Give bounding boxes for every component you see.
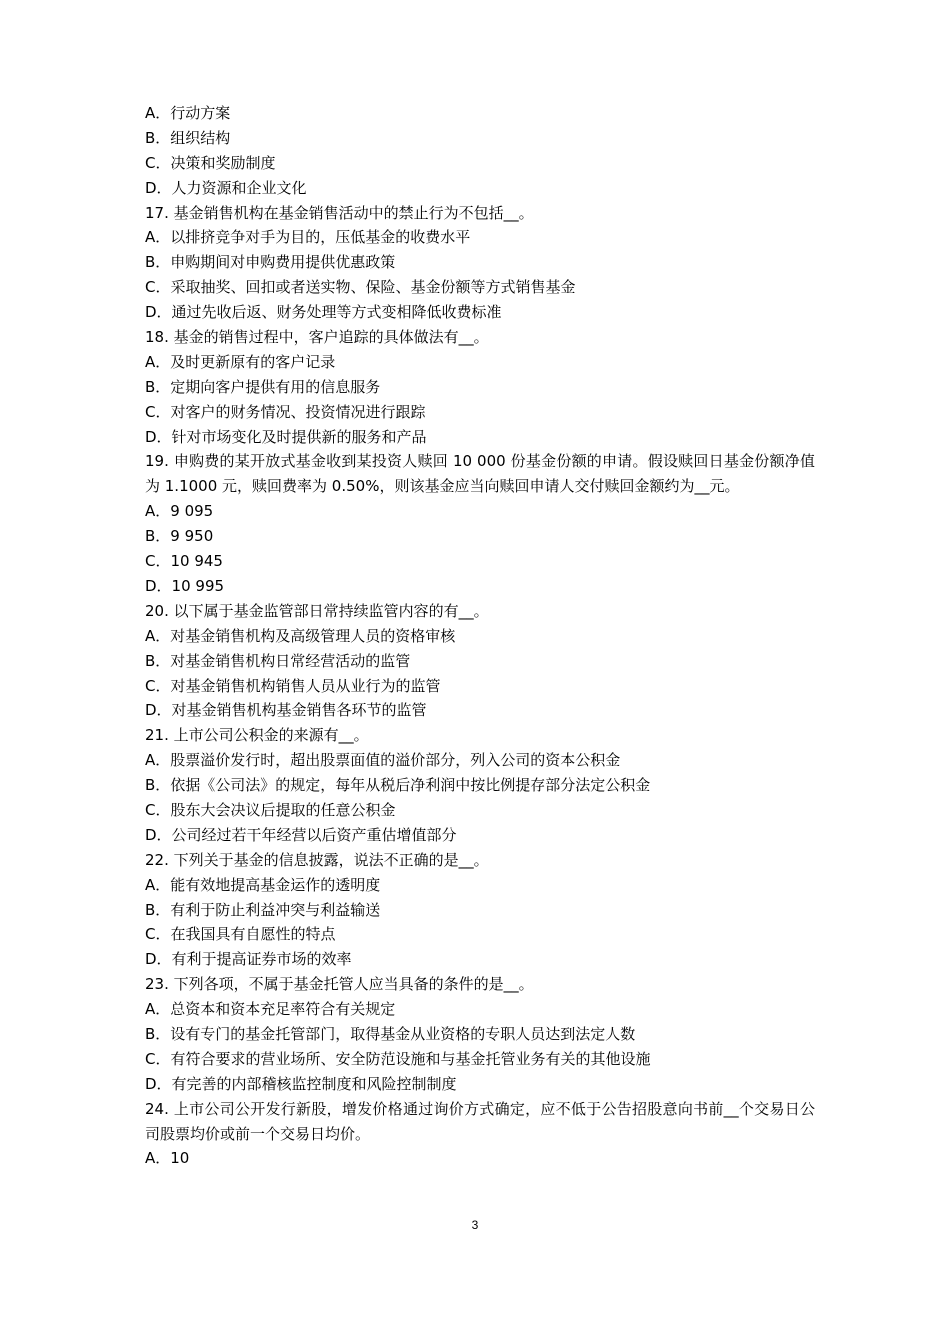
option-line: D．人力资源和企业文化 [145, 178, 307, 197]
question-20: 20. 以下属于基金监管部日常持续监管内容的有__。 [145, 601, 489, 620]
option-line: B．对基金销售机构日常经营活动的监管 [145, 651, 411, 670]
option-line: C．股东大会决议后提取的任意公积金 [145, 800, 396, 819]
option-line: C．10 945 [145, 552, 223, 571]
option-line: A．10 [145, 1149, 190, 1168]
option-line: D．10 995 [145, 576, 225, 595]
question-24: 24. 上市公司公开发行新股，增发价格通过询价方式确定，应不低于公告招股意向书前__个交易日公司股票均价或前一个交易日均价。 [145, 1099, 815, 1143]
option-line: B．定期向客户提供有用的信息服务 [145, 377, 381, 396]
question-17: 17. 基金销售机构在基金销售活动中的禁止行为不包括__。 [145, 203, 534, 222]
option-line: D．公司经过若干年经营以后资产重估增值部分 [145, 825, 457, 844]
option-line: A．以排挤竞争对手为目的，压低基金的收费水平 [145, 228, 471, 247]
option-line: A．总资本和资本充足率符合有关规定 [145, 1000, 396, 1019]
question-19: 19. 申购费的某开放式基金收到某投资人赎回 10 000 份基金份额的申请。假设赎回日基金份额净值为 1.1000 元，赎回费率为 0.50%，则该基金应当向赎回申请人交付赎回金额约为__元。 [145, 452, 815, 496]
option-line: C．决策和奖励制度 [145, 153, 276, 172]
option-line: D．针对市场变化及时提供新的服务和产品 [145, 427, 427, 446]
option-line: C．对基金销售机构销售人员从业行为的监管 [145, 676, 441, 695]
question-22: 22. 下列关于基金的信息披露，说法不正确的是__。 [145, 850, 489, 869]
option-line: D．有完善的内部稽核监控制度和风险控制制度 [145, 1074, 457, 1093]
option-line: D．通过先收后返、财务处理等方式变相降低收费标准 [145, 303, 502, 322]
option-line: B．依据《公司法》的规定，每年从税后净利润中按比例提存部分法定公积金 [145, 776, 651, 795]
question-23: 23. 下列各项，不属于基金托管人应当具备的条件的是__。 [145, 975, 534, 994]
option-line: C．采取抽奖、回扣或者送实物、保险、基金份额等方式销售基金 [145, 278, 576, 297]
option-line: A．行动方案 [145, 104, 231, 122]
option-line: C．对客户的财务情况、投资情况进行跟踪 [145, 402, 426, 421]
question-21: 21. 上市公司公积金的来源有__。 [145, 726, 369, 745]
question-18: 18. 基金的销售过程中，客户追踪的具体做法有__。 [145, 328, 489, 347]
option-line: B．有利于防止利益冲突与利益输送 [145, 900, 381, 919]
option-line: B．设有专门的基金托管部门，取得基金从业资格的专职人员达到法定人数 [145, 1024, 636, 1043]
page-number: 3 [471, 1218, 479, 1232]
option-line: B．申购期间对申购费用提供优惠政策 [145, 253, 396, 272]
option-line: A．能有效地提高基金运作的透明度 [145, 875, 381, 894]
option-line: A．及时更新原有的客户记录 [145, 352, 336, 371]
page-content [145, 101, 815, 1171]
option-line: C．在我国具有自愿性的特点 [145, 925, 336, 944]
option-line: A．9 095 [145, 502, 214, 521]
option-line: B．9 950 [145, 527, 214, 546]
option-line: D．对基金销售机构基金销售各环节的监管 [145, 701, 427, 720]
option-line: A．股票溢价发行时，超出股票面值的溢价部分，列入公司的资本公积金 [145, 751, 621, 770]
option-line: D．有利于提高证券市场的效率 [145, 950, 352, 969]
option-line: A．对基金销售机构及高级管理人员的资格审核 [145, 626, 456, 645]
option-line: C．有符合要求的营业场所、安全防范设施和与基金托管业务有关的其他设施 [145, 1049, 651, 1068]
option-line: B．组织结构 [145, 128, 231, 147]
